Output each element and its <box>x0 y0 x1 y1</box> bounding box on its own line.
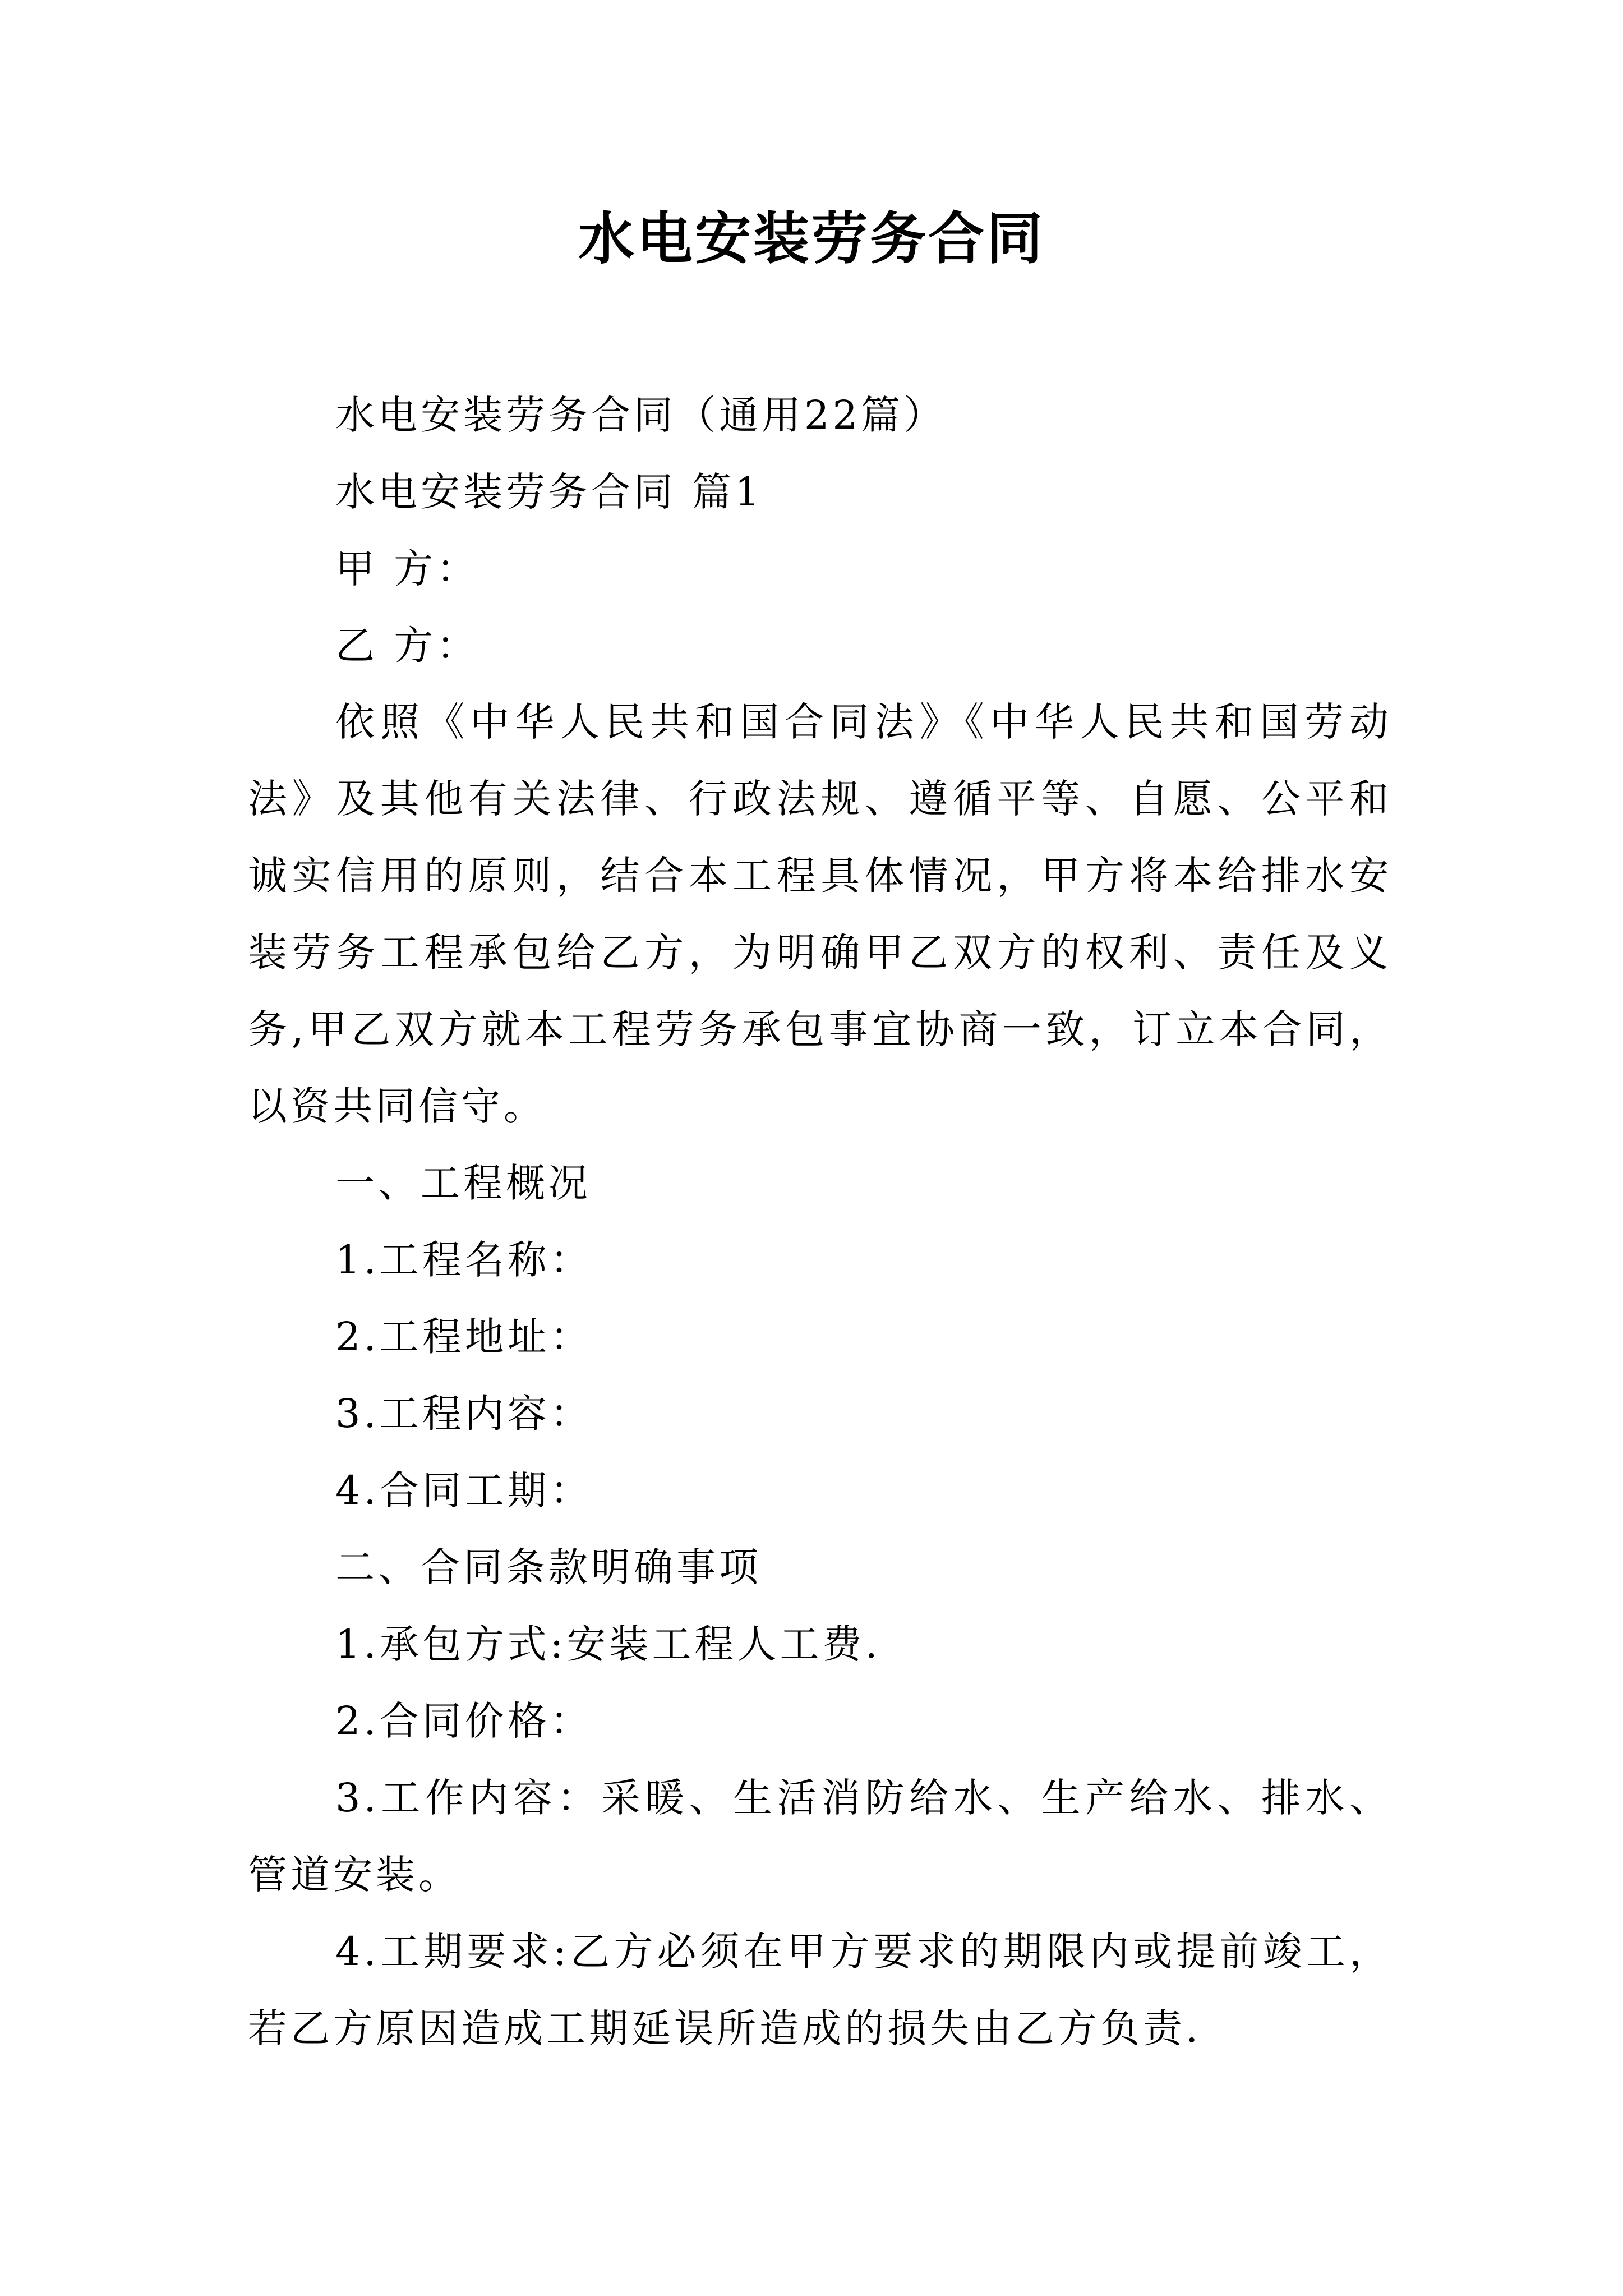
section-2-heading: 二、合同条款明确事项 <box>335 1544 762 1590</box>
section-1-item-period: 4.合同工期： <box>335 1467 593 1513</box>
chapter-heading: 水电安装劳务合同 篇1 <box>335 469 763 515</box>
document-subtitle: 水电安装劳务合同（通用22篇） <box>335 392 947 438</box>
party-a-label: 甲 方： <box>335 546 479 592</box>
section-2-item-work-content: 3.工作内容：采暖、生活消防给水、生产给水、排水、管道安装。 <box>248 1775 1392 1898</box>
section-2-item-price: 2.合同价格： <box>335 1698 593 1744</box>
preamble-paragraph: 依照《中华人民共和国合同法》《中华人民共和国劳动法》及其他有关法律、行政法规、遵循平等、自愿、公平和诚实信用的原则，结合本工程具体情况，甲方将本给排水安装劳务工程承包给乙方，为明确甲乙双方的权利、责任及义务,甲乙双方就本工程劳务承包事宜协商一致，订立本合同，以资共同信守。 <box>248 699 1392 1129</box>
section-1-heading: 一、工程概况 <box>335 1160 591 1206</box>
party-b-label: 乙 方： <box>335 623 479 669</box>
section-1-item-content: 3.工程内容： <box>335 1391 593 1437</box>
document-title: 水电安装劳务合同 <box>578 205 1045 272</box>
section-1-item-address: 2.工程地址： <box>335 1314 593 1360</box>
section-2-item-schedule: 4.工期要求:乙方必须在甲方要求的期限内或提前竣工，若乙方原因造成工期延误所造成的损失由乙方负责. <box>248 1929 1392 2051</box>
section-2-item-contract-mode: 1.承包方式:安装工程人工费. <box>335 1621 881 1667</box>
section-1-item-name: 1.工程名称： <box>335 1237 593 1283</box>
